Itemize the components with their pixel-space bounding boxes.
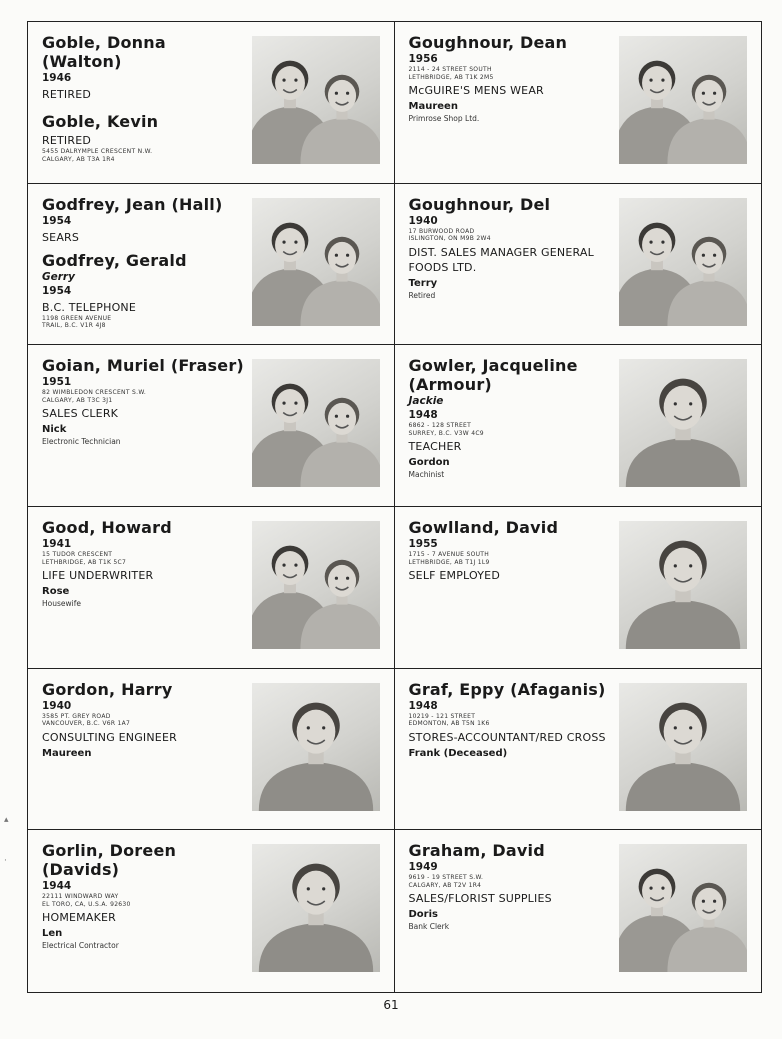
- entry-gorlin: [28, 830, 395, 992]
- person-name: Goble, Donna (Walton): [42, 33, 166, 71]
- person-eye: [346, 253, 349, 256]
- entry-gordon: [28, 669, 395, 831]
- person-face: [642, 874, 672, 908]
- person-occupation: SELF EMPLOYED: [408, 569, 500, 582]
- portrait-silhouette: [252, 359, 380, 487]
- person-occupation: DIST. SALES MANAGER GENERAL FOODS LTD.: [408, 245, 594, 274]
- person-occupation: RETIRED: [42, 134, 92, 147]
- person-eye: [346, 577, 349, 580]
- person-eye: [282, 564, 285, 567]
- entry-goughnour-del: [395, 184, 762, 346]
- person-occupation: CONSULTING ENGINEER: [42, 730, 177, 744]
- person-name: Gowler, Jacqueline (Armour): [408, 356, 578, 395]
- person-eye: [689, 403, 692, 406]
- address-line: 9619 - 19 STREET S.W.: [408, 874, 484, 882]
- person-eye: [294, 564, 297, 567]
- person-eye: [322, 888, 325, 891]
- couple-photo: [252, 198, 380, 326]
- person-eye: [661, 887, 664, 890]
- address-line: VANCOUVER, B.C. V6R 1A7: [42, 720, 131, 728]
- person-body: [258, 923, 372, 972]
- portrait-silhouette: [252, 683, 380, 811]
- person-eye: [689, 726, 692, 729]
- portrait-photo: [252, 683, 380, 811]
- address-line: CALGARY, AB T2V 1R4: [408, 881, 482, 889]
- person-occupation: SEARS: [42, 230, 80, 244]
- person-face: [275, 551, 305, 585]
- spouse-occupation: Electrical Contractor: [42, 941, 119, 951]
- person-eye: [294, 402, 297, 405]
- couple-photo: [252, 521, 380, 649]
- person-name: Gowlland, David: [408, 518, 559, 537]
- entry-goble: [28, 22, 395, 184]
- address-line: 1198 GREEN AVENUE: [42, 314, 112, 322]
- person-eye: [661, 240, 664, 243]
- person-face: [275, 389, 305, 423]
- address-line: EDMONTON, AB T5N 1K6: [408, 720, 490, 728]
- person-face: [664, 548, 703, 592]
- entry-gowlland: [395, 507, 762, 669]
- person-name: Goian, Muriel (Fraser): [42, 356, 244, 376]
- person-nickname: Jackie: [408, 395, 444, 408]
- person-year: 1940: [42, 699, 72, 712]
- margin-speck: ▴: [4, 815, 9, 825]
- person-face: [296, 871, 335, 915]
- person-occupation: McGUIRE'S MENS WEAR: [408, 84, 544, 97]
- person-eye: [674, 564, 677, 567]
- portrait-silhouette: [619, 359, 747, 487]
- spouse-name: Terry: [408, 277, 438, 289]
- person-face: [695, 888, 723, 920]
- person-face: [275, 228, 305, 262]
- person-occupation: SALES CLERK: [42, 407, 119, 421]
- entry-goughnour-dean: [395, 22, 762, 184]
- address-line: ISLINGTON, ON M9B 2W4: [408, 235, 491, 243]
- person-eye: [282, 402, 285, 405]
- spouse-name: Maureen: [42, 747, 92, 759]
- person-face: [327, 403, 355, 435]
- spouse-name: Gordon: [408, 457, 450, 469]
- person-eye: [306, 726, 309, 729]
- person-eye: [322, 726, 325, 729]
- person-year: 1948: [408, 699, 438, 712]
- person-eye: [334, 415, 337, 418]
- person-year: 1954: [42, 284, 72, 297]
- portrait-silhouette: [252, 521, 380, 649]
- address-line: SURREY, B.C. V3W 4C9: [408, 429, 484, 437]
- portrait-photo: [619, 683, 747, 811]
- spouse-name: Len: [42, 928, 63, 940]
- person-name: Godfrey, Jean (Hall): [42, 194, 223, 214]
- person-face: [275, 66, 305, 100]
- person-year: 1955: [408, 538, 438, 550]
- portrait-silhouette: [252, 36, 380, 164]
- person-year: 1948: [408, 409, 438, 422]
- person-eye: [689, 564, 692, 567]
- person-eye: [674, 403, 677, 406]
- address-line: 1715 - 7 AVENUE SOUTH: [408, 551, 490, 558]
- person-body: [626, 762, 740, 811]
- spouse-name: Rose: [42, 586, 70, 597]
- person-face: [695, 80, 723, 112]
- person-face: [327, 565, 355, 597]
- spouse-name: Maureen: [408, 101, 458, 112]
- person-name: Graham, David: [408, 841, 545, 861]
- portrait-silhouette: [619, 844, 747, 972]
- person-occupation: LIFE UNDERWRITER: [42, 569, 154, 582]
- person-face: [296, 709, 335, 753]
- address-line: TRAIL, B.C. V1R 4J8: [42, 322, 106, 330]
- spouse-occupation: Primrose Shop Ltd.: [408, 114, 480, 123]
- couple-photo: [252, 359, 380, 487]
- portrait-silhouette: [619, 198, 747, 326]
- person-eye: [282, 240, 285, 243]
- person-occupation: B.C. TELEPHONE: [42, 300, 137, 314]
- person-year: 1944: [42, 880, 72, 893]
- person-eye: [346, 415, 349, 418]
- person-eye: [713, 253, 716, 256]
- entry-graf: [395, 669, 762, 831]
- portrait-silhouette: [619, 521, 747, 649]
- person-year: 1956: [408, 53, 438, 65]
- address-line: 6862 - 128 STREET: [408, 422, 472, 430]
- address-line: LETHBRIDGE, AB T1K 5C7: [42, 558, 127, 566]
- person-face: [664, 709, 703, 753]
- couple-photo: [619, 36, 747, 164]
- person-occupation: STORES-ACCOUNTANT/RED CROSS: [408, 730, 606, 744]
- person-year: 1940: [408, 214, 438, 227]
- person-eye: [713, 92, 716, 95]
- person-eye: [702, 900, 705, 903]
- entry-good: [28, 507, 395, 669]
- person-eye: [702, 253, 705, 256]
- person-eye: [334, 253, 337, 256]
- portrait-silhouette: [619, 36, 747, 164]
- address-line: 82 WIMBLEDON CRESCENT S.W.: [42, 389, 147, 397]
- person-name: Goughnour, Del: [408, 194, 551, 214]
- person-eye: [661, 79, 664, 82]
- person-occupation: TEACHER: [408, 440, 462, 454]
- person-eye: [649, 887, 652, 890]
- person-name: Gordon, Harry: [42, 679, 173, 699]
- entry-godfrey: [28, 184, 395, 346]
- address-line: LETHBRIDGE, AB T1K 2M5: [408, 73, 494, 81]
- couple-photo: [619, 844, 747, 972]
- person-body: [626, 438, 740, 487]
- directory-grid: [27, 21, 762, 993]
- person-body: [258, 762, 372, 811]
- person-eye: [282, 79, 285, 82]
- person-face: [327, 242, 355, 274]
- entry-graham: [395, 830, 762, 992]
- person-face: [664, 386, 703, 430]
- portrait-silhouette: [252, 198, 380, 326]
- person-eye: [334, 92, 337, 95]
- portrait-silhouette: [619, 683, 747, 811]
- page-number: 61: [383, 998, 399, 1012]
- person-occupation: RETIRED: [42, 88, 92, 101]
- address-line: EL TORO, CA, U.S.A. 92630: [42, 900, 131, 908]
- person-eye: [306, 888, 309, 891]
- person-name: Goble, Kevin: [42, 112, 159, 131]
- address-line: LETHBRIDGE, AB T1J 1L9: [408, 558, 490, 566]
- spouse-occupation: Electronic Technician: [42, 437, 121, 447]
- person-eye: [649, 79, 652, 82]
- person-face: [695, 242, 723, 274]
- person-occupation: HOMEMAKER: [42, 911, 116, 925]
- portrait-photo: [619, 359, 747, 487]
- person-year: 1949: [408, 861, 438, 874]
- margin-speck: ·: [4, 856, 7, 866]
- spouse-occupation: Retired: [408, 290, 436, 300]
- couple-photo: [252, 36, 380, 164]
- portrait-photo: [619, 521, 747, 649]
- address-line: 17 BURWOOD ROAD: [408, 227, 475, 235]
- person-year: 1946: [42, 72, 72, 84]
- person-nickname: Gerry: [42, 270, 75, 283]
- person-eye: [713, 900, 716, 903]
- person-occupation: SALES/FLORIST SUPPLIES: [408, 892, 552, 906]
- address-line: 3585 PT. GREY ROAD: [42, 712, 111, 720]
- person-name: Goughnour, Dean: [408, 33, 568, 52]
- spouse-occupation: Machinist: [408, 470, 445, 480]
- person-face: [327, 80, 355, 112]
- person-eye: [674, 726, 677, 729]
- person-eye: [346, 92, 349, 95]
- person-eye: [294, 79, 297, 82]
- address-line: 10219 - 121 STREET: [408, 712, 476, 720]
- address-line: CALGARY, AB T3C 3J1: [42, 396, 113, 404]
- person-year: 1951: [42, 376, 72, 389]
- spouse-name: Frank (Deceased): [408, 747, 508, 759]
- person-eye: [334, 577, 337, 580]
- address-line: CALGARY, AB T3A 1R4: [42, 155, 115, 163]
- person-eye: [294, 240, 297, 243]
- spouse-occupation: Bank Clerk: [408, 922, 450, 932]
- person-name: Gorlin, Doreen (Davids): [42, 841, 177, 880]
- address-line: 15 TUDOR CRESCENT: [42, 551, 113, 558]
- portrait-silhouette: [252, 844, 380, 972]
- person-name: Good, Howard: [42, 518, 172, 537]
- portrait-photo: [252, 844, 380, 972]
- person-year: 1954: [42, 214, 72, 227]
- spouse-occupation: Housewife: [42, 599, 81, 608]
- person-face: [642, 228, 672, 262]
- entry-goian: [28, 345, 395, 507]
- entry-gowler: [395, 345, 762, 507]
- person-name: Graf, Eppy (Afaganis): [408, 679, 606, 699]
- person-body: [626, 600, 740, 649]
- spouse-name: Doris: [408, 909, 438, 921]
- person-name: Godfrey, Gerald: [42, 250, 187, 270]
- address-line: 5455 DALRYMPLE CRESCENT N.W.: [42, 148, 153, 155]
- person-year: 1941: [42, 538, 72, 550]
- person-eye: [702, 92, 705, 95]
- spouse-name: Nick: [42, 424, 67, 436]
- address-line: 2114 - 24 STREET SOUTH: [408, 66, 492, 73]
- person-face: [642, 66, 672, 100]
- person-eye: [649, 240, 652, 243]
- address-line: 22111 WINDWARD WAY: [42, 893, 119, 901]
- couple-photo: [619, 198, 747, 326]
